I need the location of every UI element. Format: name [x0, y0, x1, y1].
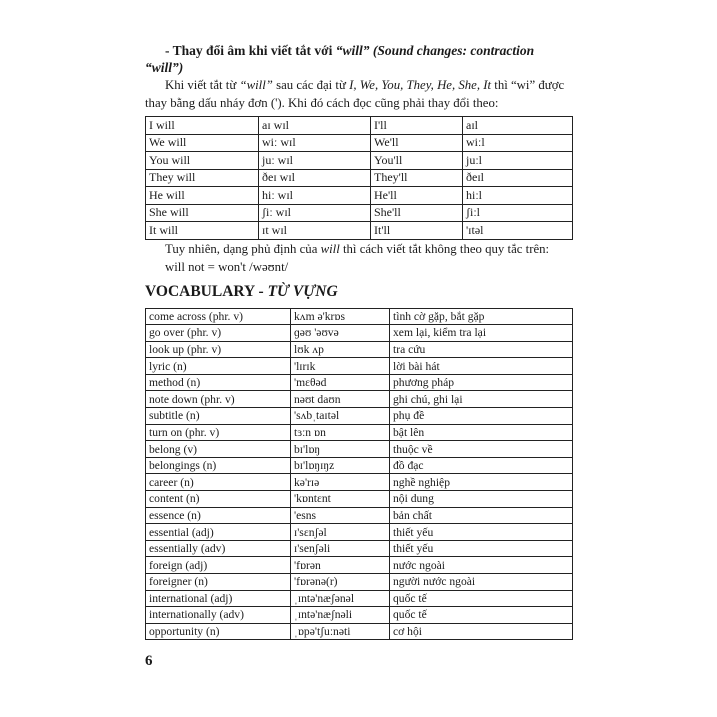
table-cell: bɪ'lɒŋ [291, 441, 390, 458]
table-cell: 'lɪrɪk [291, 358, 390, 375]
intro-will: “will” [239, 78, 273, 92]
vocab-heading-en: VOCABULARY - [145, 282, 268, 300]
table-cell: 'mɛθəd [291, 374, 390, 391]
note-will: will [320, 241, 340, 256]
vocabulary-row [146, 623, 573, 640]
table-cell: juː wɪl [259, 152, 371, 170]
table-cell: quốc tế [390, 607, 573, 624]
table-cell: quốc tế [390, 590, 573, 607]
vocabulary-row [146, 457, 573, 474]
table-cell: ghi chú, ghi lại [390, 391, 573, 408]
table-cell: kʌm ə'krɒs [291, 308, 390, 325]
vocab-heading-vi: TỪ VỰNG [267, 282, 338, 300]
vocabulary-heading [145, 282, 575, 302]
table-cell: nước ngoài [390, 557, 573, 574]
vocabulary-row [146, 507, 573, 524]
contraction-row [146, 222, 573, 240]
table-cell: He'll [371, 187, 463, 205]
vocabulary-row [146, 491, 573, 508]
section-heading [145, 42, 575, 76]
vocabulary-row [146, 374, 573, 391]
table-cell: I'll [371, 117, 463, 135]
contraction-row [146, 152, 573, 170]
table-cell: method (n) [146, 374, 291, 391]
table-cell: opportunity (n) [146, 623, 291, 640]
table-cell: phụ đề [390, 408, 573, 425]
table-cell: bản chất [390, 507, 573, 524]
vocabulary-row [146, 341, 573, 358]
table-cell: phương pháp [390, 374, 573, 391]
contraction-row [146, 117, 573, 135]
table-cell: ɡəʊ 'əʊvə [291, 325, 390, 342]
table-cell: 'kɒntɛnt [291, 491, 390, 508]
table-cell: wiːl [463, 134, 573, 152]
table-cell: ˌɪntə'næʃnəli [291, 607, 390, 624]
table-cell: You will [146, 152, 259, 170]
vocabulary-row [146, 590, 573, 607]
table-cell: thiết yếu [390, 540, 573, 557]
table-cell: It'll [371, 222, 463, 240]
table-cell: lời bài hát [390, 358, 573, 375]
table-cell: You'll [371, 152, 463, 170]
intro-pronouns: I, We, You, They, He, She, It [349, 78, 492, 92]
vocabulary-row [146, 391, 573, 408]
table-cell: They'll [371, 169, 463, 187]
contraction-row [146, 204, 573, 222]
page-content [145, 42, 575, 670]
vocabulary-row [146, 607, 573, 624]
table-cell: ˌɪntə'næʃənəl [291, 590, 390, 607]
table-cell: ðeɪ wɪl [259, 169, 371, 187]
table-cell: ɪt wɪl [259, 222, 371, 240]
vocabulary-row [146, 540, 573, 557]
table-cell: bật lên [390, 424, 573, 441]
table-cell: note down (phr. v) [146, 391, 291, 408]
heading-emphasis: “will” (Sound changes: contraction “will”) [145, 43, 535, 75]
table-cell: 'fɒrən [291, 557, 390, 574]
table-cell: She'll [371, 204, 463, 222]
table-cell: nghề nghiệp [390, 474, 573, 491]
note-text: Tuy nhiên, dạng phủ định của [165, 241, 321, 256]
vocabulary-row [146, 557, 573, 574]
table-cell: belongings (n) [146, 457, 291, 474]
heading-text: - Thay đổi âm khi viết tắt với [165, 43, 336, 58]
table-cell: kə'rɪə [291, 474, 390, 491]
vocabulary-row [146, 574, 573, 591]
vocabulary-row [146, 308, 573, 325]
table-cell: ʃiːl [463, 204, 573, 222]
table-cell: ɪ'sɛnʃəl [291, 524, 390, 541]
table-cell: content (n) [146, 491, 291, 508]
table-cell: nəʊt daʊn [291, 391, 390, 408]
table-cell: turn on (phr. v) [146, 424, 291, 441]
table-cell: người nước ngoài [390, 574, 573, 591]
table-cell: go over (phr. v) [146, 325, 291, 342]
vocabulary-table [145, 308, 573, 641]
table-cell: I will [146, 117, 259, 135]
note-text: thì cách viết tắt không theo quy tắc trên: [339, 241, 550, 256]
vocabulary-row [146, 441, 573, 458]
table-cell: essentially (adv) [146, 540, 291, 557]
intro-paragraph [145, 76, 575, 112]
table-cell: We'll [371, 134, 463, 152]
table-cell: ˌɒpə'tʃuːnəti [291, 623, 390, 640]
table-cell: wiː wɪl [259, 134, 371, 152]
table-cell: She will [146, 204, 259, 222]
page-number: 6 [145, 653, 153, 670]
intro-text: sau các đại từ [272, 78, 350, 92]
intro-text: thì “wi” được thay bằng dấu nháy đơn ('). Khi đó cách đọc cũng phải thay đổi theo: [145, 78, 565, 110]
table-cell: 'fɒrənə(r) [291, 574, 390, 591]
table-cell: tình cờ gặp, bắt gặp [390, 308, 573, 325]
table-cell: international (adj) [146, 590, 291, 607]
table-cell: nội dung [390, 491, 573, 508]
table-cell: It will [146, 222, 259, 240]
table-cell: essence (n) [146, 507, 291, 524]
table-cell: foreign (adj) [146, 557, 291, 574]
table-cell: 'ɪtəl [463, 222, 573, 240]
table-cell: aɪ wɪl [259, 117, 371, 135]
table-cell: essential (adj) [146, 524, 291, 541]
table-cell: đồ đạc [390, 457, 573, 474]
contraction-row [146, 169, 573, 187]
table-cell: 'sʌbˌtaɪtəl [291, 408, 390, 425]
contraction-table [145, 116, 573, 240]
vocabulary-row [146, 358, 573, 375]
vocabulary-row [146, 524, 573, 541]
vocabulary-row [146, 408, 573, 425]
table-cell: lyric (n) [146, 358, 291, 375]
table-cell: We will [146, 134, 259, 152]
table-cell: foreigner (n) [146, 574, 291, 591]
table-cell: ʃiː wɪl [259, 204, 371, 222]
table-cell: aɪl [463, 117, 573, 135]
table-cell: belong (v) [146, 441, 291, 458]
table-cell: They will [146, 169, 259, 187]
table-cell: ðeɪl [463, 169, 573, 187]
table-cell: juːl [463, 152, 573, 170]
vocabulary-row [146, 424, 573, 441]
table-cell: thiết yếu [390, 524, 573, 541]
table-cell: He will [146, 187, 259, 205]
table-cell: tɜːn ɒn [291, 424, 390, 441]
note-paragraph [145, 240, 575, 258]
table-cell: come across (phr. v) [146, 308, 291, 325]
contraction-row [146, 134, 573, 152]
vocabulary-row [146, 474, 573, 491]
table-cell: xem lại, kiểm tra lại [390, 325, 573, 342]
contraction-row [146, 187, 573, 205]
table-cell: thuộc về [390, 441, 573, 458]
table-cell: lʊk ʌp [291, 341, 390, 358]
table-cell: hiːl [463, 187, 573, 205]
table-cell: career (n) [146, 474, 291, 491]
table-cell: internationally (adv) [146, 607, 291, 624]
table-cell: cơ hội [390, 623, 573, 640]
table-cell: tra cứu [390, 341, 573, 358]
intro-text: Khi viết tắt từ [165, 78, 240, 92]
vocabulary-row [146, 325, 573, 342]
note-line2: will not = won't /wəʊnt/ [165, 259, 289, 274]
table-cell: 'esns [291, 507, 390, 524]
table-cell: subtitle (n) [146, 408, 291, 425]
table-cell: bɪ'lɒŋɪŋz [291, 457, 390, 474]
table-cell: hiː wɪl [259, 187, 371, 205]
table-cell: ɪ'senʃəli [291, 540, 390, 557]
table-cell: look up (phr. v) [146, 341, 291, 358]
